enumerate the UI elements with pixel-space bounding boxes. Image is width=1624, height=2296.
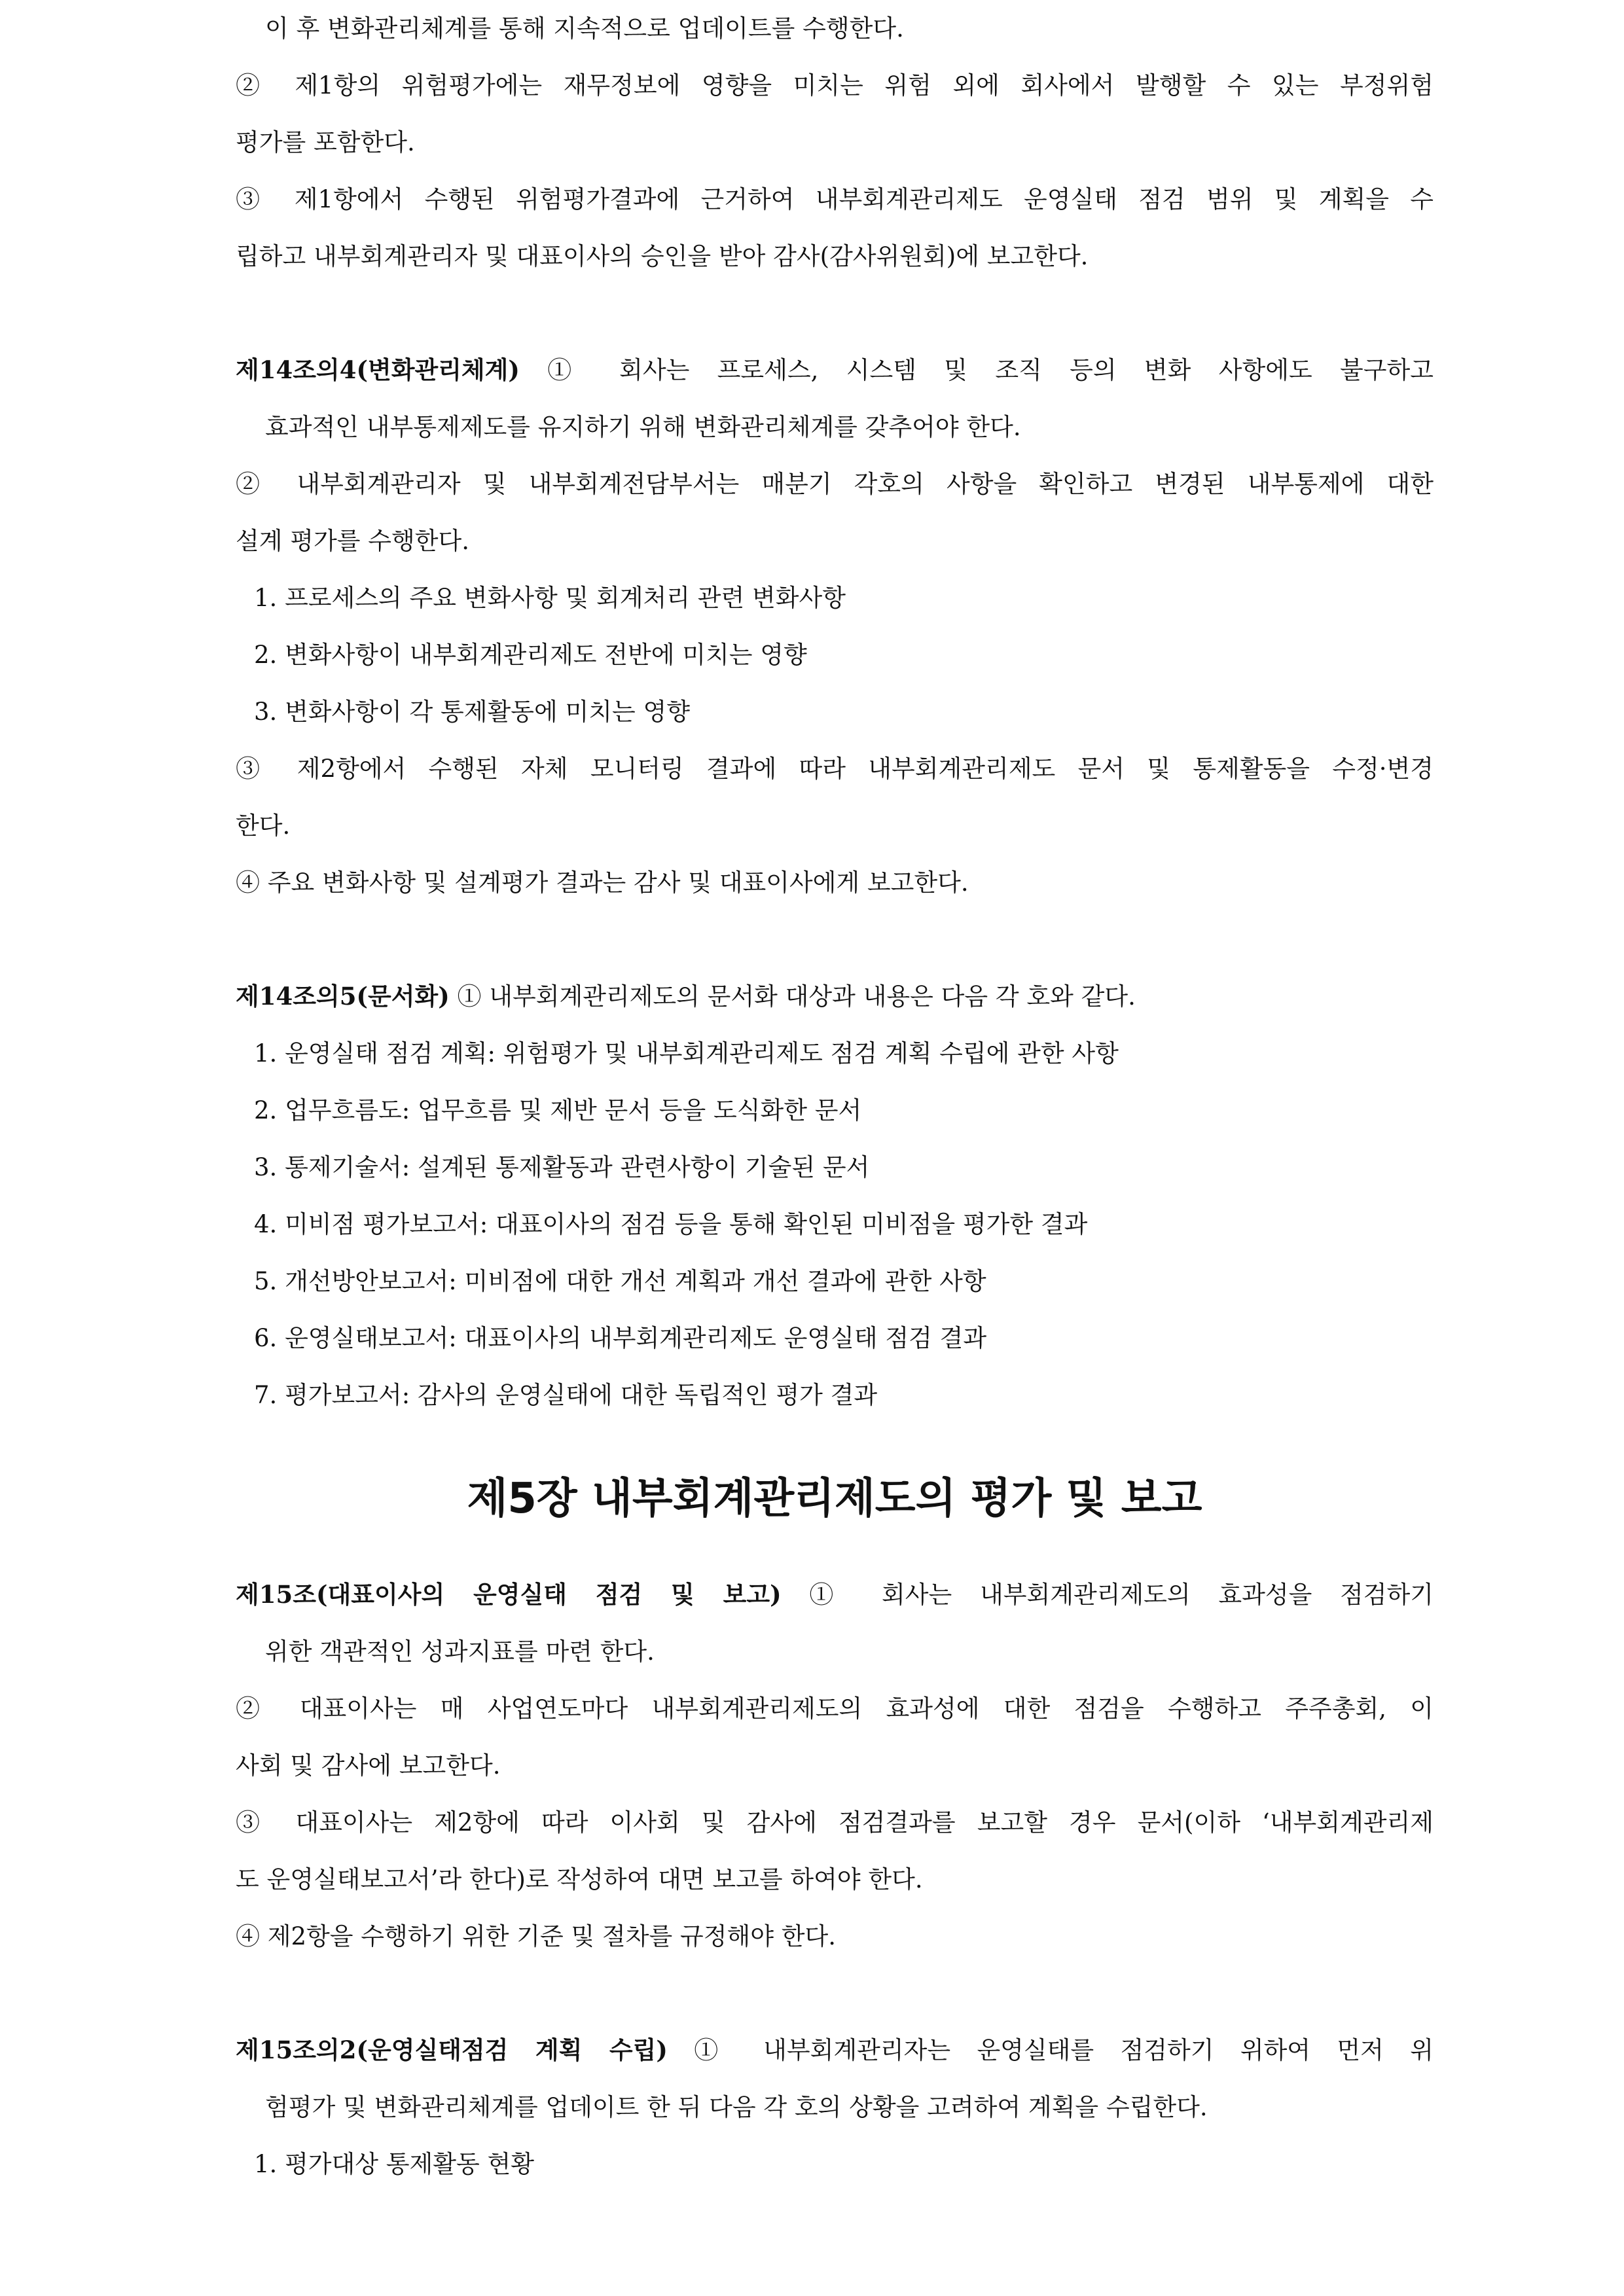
paragraph-line: ④ 주요 변화사항 및 설계평가 결과는 감사 및 대표이사에게 보고한다. [236,869,969,897]
article-heading: 제15조의2(운영실태점검 계획 수립) [236,2036,668,2064]
article-text: ① 내부회계관리제도의 문서화 대상과 내용은 다음 각 호와 같다. [449,982,1136,1011]
list-item: 3. 변화사항이 각 통제활동에 미치는 영향 [254,698,690,726]
paragraph-line: 립하고 내부회계관리자 및 대표이사의 승인을 받아 감사(감사위원회)에 보고한다. [236,242,1089,270]
list-item: 7. 평가보고서: 감사의 운영실태에 대한 독립적인 평가 결과 [254,1381,878,1409]
article-text: ① 회사는 프로세스, 시스템 및 조직 등의 변화 사항에도 불구하고 [519,356,1434,384]
article-14-5 [236,968,1434,1424]
article-text: ① 회사는 내부회계관리제도의 효과성을 점검하기 [781,1581,1434,1609]
paragraph-line: 이 후 변화관리체계를 통해 지속적으로 업데이트를 수행한다. [265,14,904,43]
paragraph-line: 험평가 및 변화관리체계를 업데이트 한 뒤 다음 각 호의 상황을 고려하여 계획을 수립한다. [265,2093,1208,2121]
paragraph-line: ③ 제2항에서 수행된 자체 모니터링 결과에 따라 내부회계관리제도 문서 및 통제활동을 수정·변경 [236,755,1434,783]
paragraph-line: 설계 평가를 수행한다. [236,527,469,555]
list-item: 2. 변화사항이 내부회계관리제도 전반에 미치는 영향 [254,641,807,669]
list-item: 4. 미비점 평가보고서: 대표이사의 점검 등을 통해 확인된 미비점을 평가한 결과 [254,1210,1088,1238]
spacer [236,911,1434,968]
paragraph-line: ② 대표이사는 매 사업연도마다 내부회계관리제도의 효과성에 대한 점검을 수행하고 주주총회, 이 [236,1695,1434,1723]
list-item: 3. 통제기술서: 설계된 통제활동과 관련사항이 기술된 문서 [254,1153,870,1181]
list-item: 2. 업무흐름도: 업무흐름 및 제반 문서 등을 도식화한 문서 [254,1096,862,1124]
spacer [236,285,1434,342]
paragraph-line: 효과적인 내부통제제도를 유지하기 위해 변화관리체계를 갖추어야 한다. [265,413,1021,441]
article-15-2 [236,2022,1434,2193]
paragraph-line: 사회 및 감사에 보고한다. [236,1751,501,1780]
paragraph-line: ③ 대표이사는 제2항에 따라 이사회 및 감사에 점검결과를 보고할 경우 문서(이하 ‘내부회계관리제 [236,1808,1434,1837]
article-heading: 제15조(대표이사의 운영실태 점검 및 보고) [236,1580,782,1609]
article-15 [236,1566,1434,1965]
article-text: ① 내부회계관리자는 운영실태를 점검하기 위하여 먼저 위 [667,2036,1434,2064]
paragraph-line: 평가를 포함한다. [236,128,415,156]
paragraph-line: ② 제1항의 위험평가에는 재무정보에 영향을 미치는 위험 외에 회사에서 발행할 수 있는 부정위험 [236,71,1434,99]
article-heading: 제14조의4(변화관리체계) [236,355,520,384]
article-first-line [236,1566,1434,1623]
paragraph-line: 한다. [236,812,291,840]
article-14-3-continuation [236,0,1434,285]
list-item: 6. 운영실태보고서: 대표이사의 내부회계관리제도 운영실태 점검 결과 [254,1324,987,1352]
list-item: 5. 개선방안보고서: 미비점에 대한 개선 계획과 개선 결과에 관한 사항 [254,1267,986,1295]
paragraph-line: ④ 제2항을 수행하기 위한 기준 및 절차를 규정해야 한다. [236,1922,836,1950]
article-first-line [236,342,1434,399]
list-item: 1. 평가대상 통제활동 현황 [254,2150,535,2178]
paragraph-line: 도 운영실태보고서’라 한다)로 작성하여 대면 보고를 하여야 한다. [236,1865,923,1893]
article-first-line [236,968,1434,1025]
article-first-line [236,2022,1434,2079]
paragraph-line: ② 내부회계관리자 및 내부회계전담부서는 매분기 각호의 사항을 확인하고 변경된 내부통제에 대한 [236,470,1434,498]
paragraph-line: 위한 객관적인 성과지표를 마련 한다. [265,1638,655,1666]
spacer [236,1965,1434,2022]
article-14-4 [236,342,1434,911]
document-body [236,0,1434,2193]
list-item: 1. 프로세스의 주요 변화사항 및 회계처리 관련 변화사항 [254,584,846,612]
chapter-title: 제5장 내부회계관리제도의 평가 및 보고 [467,1475,1202,1523]
article-heading: 제14조의5(문서화) [236,982,450,1011]
list-item: 1. 운영실태 점검 계획: 위험평가 및 내부회계관리제도 점검 계획 수립에 관한 사항 [254,1039,1119,1067]
paragraph-line: ③ 제1항에서 수행된 위험평가결과에 근거하여 내부회계관리제도 운영실태 점검 범위 및 계획을 수 [236,185,1434,213]
